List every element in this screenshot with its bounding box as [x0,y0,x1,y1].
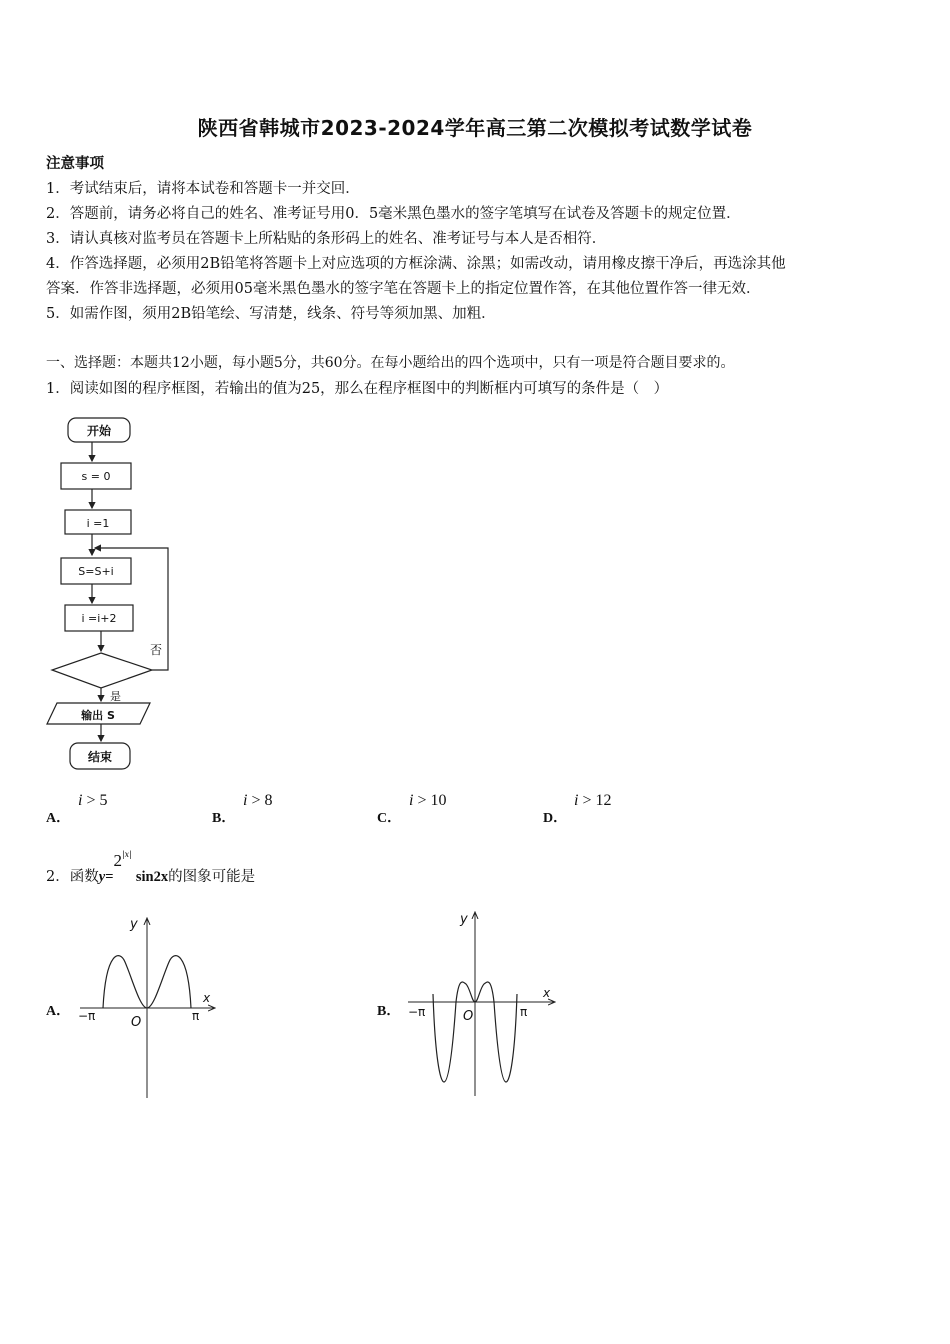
graph-a [70,910,230,1105]
notice-item: 3．请认真核对监考员在答题卡上所粘贴的条形码上的姓名、准考证号与本人是否相符． [46,231,607,247]
notice-item: 答案．作答非选择题，必须用05毫米黑色墨水的签字笔在答题卡上的指定位置作答，在其他位置作答一律无效． [46,281,761,297]
option-c-letter: C． [377,811,402,826]
flowchart-no-label: 否 [150,643,163,657]
graph-a-y-label: y [130,917,138,932]
option-a-letter: A． [46,811,71,826]
notice-item: 2．答题前，请务必将自己的姓名、准考证号用0．5毫米黑色墨水的签字笔填写在试卷及答题卡的规定位置． [46,206,741,222]
option-a-expr: i > 5 [78,792,108,809]
graph-b-origin-label: O [463,1009,474,1024]
graph-a-letter: A． [46,1004,71,1019]
flowchart-update-i-label: i =i+2 [81,612,117,625]
flowchart-update-s-label: S=S+i [78,565,114,578]
notice-heading: 注意事项 [46,155,104,172]
option-d-expr: i > 12 [574,792,612,809]
section-heading: 一、选择题：本题共12小题，每小题5分，共60分。在每小题给出的四个选项中，只有一项是符合题目要求的。 [46,355,735,371]
graph-b-x-label: x [543,986,551,1000]
option-d-letter: D． [543,811,568,826]
notice-item: 1．考试结束后，请将本试卷和答题卡一并交回． [46,181,360,197]
flowchart-yes-label: 是 [110,690,121,703]
flowchart-start-label: 开始 [86,424,112,438]
flowchart-i-init-label: i =1 [86,517,110,530]
flowchart-output-label: 输出 S [81,709,115,722]
question-1-text: 1．阅读如图的程序框图，若输出的值为25，那么在程序框图中的判断框内可填写的条件是（ ） [46,381,669,397]
option-b-expr: i > 8 [243,792,273,809]
graph-a-neg-pi-label: −π [78,1009,96,1023]
graph-a-pi-label: π [192,1009,200,1023]
graph-b-letter: B． [377,1004,401,1019]
graph-b [400,906,565,1101]
notice-item: 5．如需作图，须用2B铅笔绘、写清楚，线条、符号等须加黑、加粗． [46,306,496,322]
notice-item: 4．作答选择题，必须用2B铅笔将答题卡上对应选项的方框涂满、涂黑；如需改动，请用橡皮擦干净后，再选涂其他 [46,256,786,272]
flowchart-s-init-label: s = 0 [81,470,111,483]
option-b-letter: B． [212,811,236,826]
flowchart-decision-diamond [52,653,152,688]
graph-a-origin-label: O [131,1015,142,1030]
graph-a-x-label: x [203,991,211,1005]
page-title: 陕西省韩城市2023-2024学年高三第二次模拟考试数学试卷 [197,116,753,140]
graph-b-y-label: y [460,912,468,927]
option-c-expr: i > 10 [409,792,447,809]
flowchart [40,410,190,780]
graph-b-pi-label: π [520,1005,528,1019]
question-2-text: 2．函数$y=2^{|x|}\sin 2x$的图象可能是 [46,850,256,885]
graph-b-neg-pi-label: −π [408,1005,426,1019]
flowchart-end-label: 结束 [87,750,113,764]
